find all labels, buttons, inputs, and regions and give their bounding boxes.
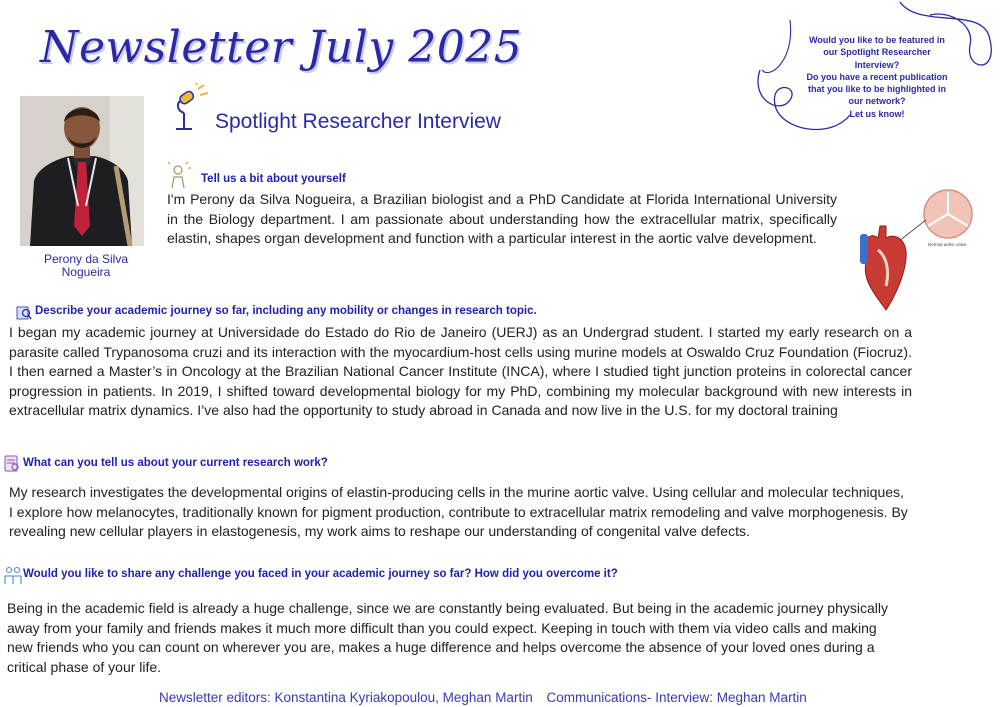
callout-line: that you like to be highlighted in xyxy=(808,84,946,95)
callout-line: Let us know! xyxy=(849,108,905,119)
research-document-icon xyxy=(3,455,21,473)
callout-line: Do you have a recent publication xyxy=(806,71,948,82)
question-4: Would you like to share any challenge you faced in your academic journey so far? How did you overcome it? xyxy=(23,568,618,580)
question-1: Tell us a bit about yourself xyxy=(201,173,346,185)
callout-line: Interview? xyxy=(854,59,900,70)
newsletter-title: Newsletter July 2025 xyxy=(40,22,523,73)
heart-valve-illustration xyxy=(850,186,978,316)
answer-4: Being in the academic field is already a huge challenge, since we are constantly being evaluated. But being in the academic journey physically away from your family and friends makes it much more difficult than you could expect. Keeping in touch with them via video calls and making new friends who you can count on wherever you are, makes a huge difference and helps overcome the absence of your loved ones during a critical phase of your life. xyxy=(7,600,888,675)
footer-communications: Communications- Interview: Meghan Martin xyxy=(546,690,807,705)
microphone-icon xyxy=(166,83,212,133)
callout-line: our network? xyxy=(848,96,906,107)
answer-3: My research investigates the developmental origins of elastin-producing cells in the murine aortic valve. Using cellular and molecular techniques, I explore how melanocytes, traditionally known for pigment production, contribute to extracellular matrix remodeling and valve morphogenesis. By revealing new cellular players in elastogenesis, my work aims to reshape our understanding of congenital valve defects. xyxy=(9,484,908,540)
section-title: Spotlight Researcher Interview xyxy=(215,110,501,133)
person-idea-icon xyxy=(166,162,192,190)
profile-surname: Nogueira xyxy=(61,265,111,279)
question-2: Describe your academic journey so far, including any mobility or changes in research topic. xyxy=(35,305,537,317)
heart-label: Normal aortic valve xyxy=(928,242,967,247)
callout-line: Would you like to be featured in xyxy=(809,35,945,45)
answer-2: I began my academic journey at Universidade do Estado do Rio de Janeiro (UERJ) as an Undergrad student. I started my early research on a parasite called Trypanosoma cruzi and its interaction with the myocardium-host cells using murine models at Oswaldo Cruz Foundation (Fiocruz). I then earned a Master’s in Oncology at the Brazilian National Cancer Institute (INCA), where I studied tight junction proteins in colorectal cancer progression in patients. In 2019, I shifted toward developmental biology for my PhD, combining my molecular background with new interests in extracellular matrix dynamics. I’ve also had the opportunity to study abroad in Canada and now live in the U.S. for my doctoral training xyxy=(9,324,912,419)
feature-callout xyxy=(798,34,956,120)
people-challenge-icon xyxy=(3,565,23,585)
magnifier-icon xyxy=(16,305,32,321)
callout-line: our Spotlight Researcher xyxy=(823,47,931,58)
question-3: What can you tell us about your current research work? xyxy=(23,457,328,469)
profile-photo xyxy=(20,96,144,246)
answer-1: I'm Perony da Silva Nogueira, a Brazilian biologist and a PhD Candidate at Florida International University in the Biology department. I am passionate about understanding how the extracellular matrix, specifically elastin, shapes organ development and function with a particular interest in the aortic valve development. xyxy=(167,191,837,247)
footer-editors: Newsletter editors: Konstantina Kyriakopoulou, Meghan Martin xyxy=(159,690,533,705)
footer xyxy=(159,690,817,705)
profile-name: Perony da Silva xyxy=(43,252,129,266)
profile-caption xyxy=(20,253,152,279)
